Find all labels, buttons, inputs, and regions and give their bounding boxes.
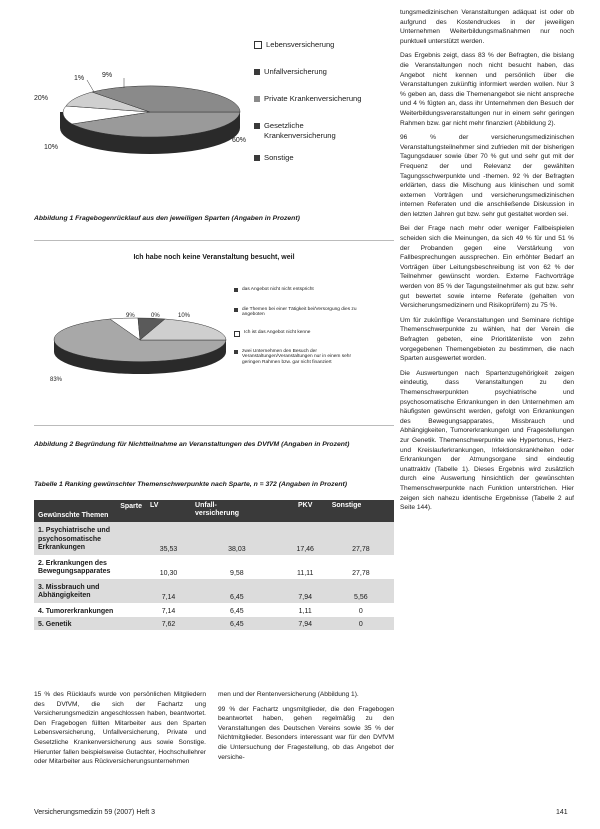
figure1-pie-chart [32, 66, 257, 171]
figure1-legend [254, 40, 394, 163]
legend-swatch [234, 350, 238, 354]
table-header-unfall: Unfall- versicherung [191, 500, 283, 522]
table-row [34, 555, 394, 579]
table-header-lv: LV [146, 500, 191, 522]
legend-swatch [254, 69, 260, 75]
lv-cell: 7,62 [146, 617, 191, 630]
figure2-pie-chart [40, 304, 240, 384]
table-row [34, 522, 394, 555]
paragraph: Das Ergebnis zeigt, dass 83 % der Befragten, die bislang die Veranstaltungen noch nicht besucht haben, das Angebot nicht kennen und persönlich über die Veranstaltungen zukünftig informiert werden wollen. Nur 3 % geben an, dass die Themenangebot sie nicht anspreche und 4 % fügten an, dass ihr Unternehmen den Besuch der Weiterbildungsveranstaltungen nur in einem sehr geringen Rahmen bzw. gar nicht mehr finanziert (Abbildung 2). [400, 52, 574, 127]
unfall-cell: 6,45 [191, 579, 283, 603]
paragraph: Die Auswertungen nach Spartenzugehörigkeit zeigen eindeutig, dass Veranstaltungen zu den Themenschwerpunkten psychiatrische und psychosomatische Erkrankungen in den Unternehmen am häufigsten gewünscht werden, gefolgt von Erkrankungen des Bewegungsapparates, Missbrauch und Abhängigkeiten, Tumorerkrankungen und Fragestellungen zur Genetik. Themenschwerpunkte wie Hypertonus, Herz- und Kreislauferkrankungen, Infektionskrankheiten oder Erkrankungen der Atmungsorgane sind eindeutig unattraktiv (Tabelle 1). Dieses Ergebnis wird zusätzlich durch eine Auswertung hinsichtlich der gewünschten Themenschwerpunkte nach Funktion unterstrichen. Hier zeigen sich nahezu identische Ergebnisse (Tabelle 2 auf Seite 144). [400, 369, 574, 512]
table-header-sonstige: Sonstige [328, 500, 394, 522]
sonstige-cell: 27,78 [328, 555, 394, 579]
legend-item: das Angebot nicht nicht entspricht [234, 287, 364, 293]
footer-journal: Versicherungsmedizin 59 (2007) Heft 3 [34, 809, 156, 816]
lv-cell: 7,14 [146, 579, 191, 603]
legend-item: Ich ist das Angebot nicht kenne [234, 330, 364, 337]
unfall-cell: 38,03 [191, 522, 283, 555]
table-row [34, 579, 394, 603]
legend-item: zwei Unternehmen den Besuch der Veranstaltungen/Veranstaltungen nur in einem sehr geringen Rahmen bzw. gar nicht finanziert [234, 349, 364, 366]
table-header-pkv: PKV [283, 500, 328, 522]
legend-swatch [254, 41, 262, 49]
table-row [34, 603, 394, 617]
legend-item-pkv: Private Krankenversicherung [254, 94, 394, 104]
legend-item-gkv: Gesetzliche Krankenversicherung [254, 121, 394, 141]
fig1-label-60pct: 60% [232, 137, 247, 144]
legend-swatch [234, 331, 240, 337]
legend-item: die Themen bei einer Tätigkeit bei/Versorgung dies zu angeboten [234, 307, 364, 318]
legend-item-sonstige: Sonstige [254, 153, 394, 163]
paragraph: Um für zukünftige Veranstaltungen und Seminare richtige Themenschwerpunkte zu wählen, hat der Verein die Befragten gebeten, eine Prioritätenliste von zehn vorgegebenen Themengebieten zu bestimmen, die nach Sparten ausgewertet worden. [400, 316, 574, 363]
table1-caption: Tabelle 1 Ranking gewünschter Themenschwerpunkte nach Sparte, n = 372 (Angaben in Prozent) [34, 481, 348, 488]
pkv-cell: 11,11 [283, 555, 328, 579]
unfall-cell: 6,45 [191, 603, 283, 617]
figure2-caption: Abbildung 2 Begründung für Nichtteilnahme an Veranstaltungen des DVfVM (Angaben in Prozent) [34, 441, 350, 448]
legend-swatch [254, 155, 260, 161]
legend-swatch [234, 308, 238, 312]
body-right-column [400, 8, 574, 518]
figure1-caption: Abbildung 1 Fragebogenrücklauf aus den jeweiligen Sparten (Angaben in Prozent) [34, 215, 300, 222]
sonstige-cell: 27,78 [328, 522, 394, 555]
legend-swatch [254, 96, 260, 102]
pkv-cell: 7,94 [283, 579, 328, 603]
header-sparte: Sparte [120, 503, 142, 510]
figure2-title: Ich habe noch keine Veranstaltung besucht, weil [133, 254, 295, 261]
paragraph: 99 % der Fachartz ungsmitglieder, die den Fragebogen beantwortet haben, gehen regelmäßig zu den Veranstaltungen des Deutschen Vereins sowie 35 % der Nichtmitglieder. Besonders interessant war für den DVfVM die Untersuchung der Fragestellung, ob das Angebot der versiche- [218, 705, 394, 761]
paragraph: 96 % der versicherungsmedizinischen Veranstaltungsteilnehmer sind zufrieden mit der bisherigen Tagungsdauer sowie über 70 % gut und sehr gut mit der Frequenz der und Relevanz der gewählten Tagungsschwerpunkte und -themen. 92 % der Befragten erklärten, dass die Mischung aus klinischen und somit externen Vorträgen und versicherungsmedizinischen internen Referaten und die anschließende Diskussion in den letzten Jahren gut bzw. sehr gut gestaltet worden sei. [400, 134, 574, 218]
legend-swatch [254, 123, 260, 129]
lv-cell: 10,30 [146, 555, 191, 579]
fig2-label-10pct: 10% [178, 313, 191, 319]
fig1-label-1pct: 1% [74, 75, 85, 82]
pkv-cell: 1,11 [283, 603, 328, 617]
fig2-label-9pct: 9% [126, 313, 135, 319]
table-row [34, 617, 394, 630]
sonstige-cell: 0 [328, 603, 394, 617]
legend-swatch [234, 288, 238, 292]
topic-cell: 3. Missbrauch und Abhängigkeiten [34, 579, 146, 603]
lv-cell: 7,14 [146, 603, 191, 617]
fig2-label-0pct: 0% [151, 313, 160, 319]
ranking-table [34, 500, 394, 630]
topic-cell: 4. Tumorerkrankungen [34, 603, 146, 617]
topic-cell: 5. Genetik [34, 617, 146, 630]
unfall-cell: 6,45 [191, 617, 283, 630]
fig1-label-9pct: 9% [102, 72, 113, 79]
legend-item-unfall: Unfallversicherung [254, 67, 394, 77]
table1 [34, 500, 394, 630]
fig2-label-83pct: 83% [50, 377, 63, 383]
footer-page-number: 141 [556, 809, 568, 816]
header-themen: Gewünschte Themen [38, 512, 109, 519]
paragraph: men und der Rentenversicherung (Abbildung 1). [218, 691, 359, 698]
fig1-label-10pct: 10% [44, 144, 59, 151]
unfall-cell: 9,58 [191, 555, 283, 579]
pkv-cell: 7,94 [283, 617, 328, 630]
figure2-legend [234, 287, 364, 366]
table-header-themen [34, 500, 146, 522]
sonstige-cell: 5,56 [328, 579, 394, 603]
paragraph: Bei der Frage nach mehr oder weniger Fallbeispielen scheiden sich die Meinungen, da sich 49 % für und 51 % der Probanden gegen eine Verstärkung von Fallbesprechungen aussprechen. Ein erhöhter Bedarf an Vorträgen über Leitungsbeschreibung ist von 62 % der Teilnehmer gewünscht worden. Externe Fachvorträge werden von 85 % der Tagungsteilnehmer als gut bzw. sehr gut bewertet sowie interne Referate (gehalten von Versicherungsmedizinern und Risikoprüfern) zu 75 %. [400, 225, 574, 310]
body-bottom-mid [218, 690, 394, 767]
pkv-cell: 17,46 [283, 522, 328, 555]
topic-cell: 1. Psychiatrische und psychosomatische Erkrankungen [34, 522, 146, 555]
body-bottom-left: 15 % des Rücklaufs wurde von persönlichen Mitgliedern des DVfVM, die sich der Fachartz ung Versicherungsmedizin angeschlossen haben, beantwortet. Den Fragebogen füllten Mitarbeiter aus den Sparten Lebensversicherung, Unfallversicherung, Private und Gesetzliche Krankenversicherung aus sowie Sonstige. Hierunter fallen beispielsweise Gutachter, Hochschullehrer oder Mitarbeiter aus Rückversicherungsunternehmen [34, 691, 206, 766]
legend-item-lv: Lebensversicherung [254, 40, 394, 50]
sonstige-cell: 0 [328, 617, 394, 630]
topic-cell: 2. Erkrankungen des Bewegungsapparates [34, 555, 146, 579]
lv-cell: 35,53 [146, 522, 191, 555]
fig1-label-20pct: 20% [34, 95, 49, 102]
paragraph: tungsmedizinischen Veranstaltungen adäquat ist oder ob aufgrund des Kostendruckes in der jeweiligen Unternehmen Weiterbildungsmaßnahmen nur noch punktuell unterstützt werden. [400, 9, 574, 45]
